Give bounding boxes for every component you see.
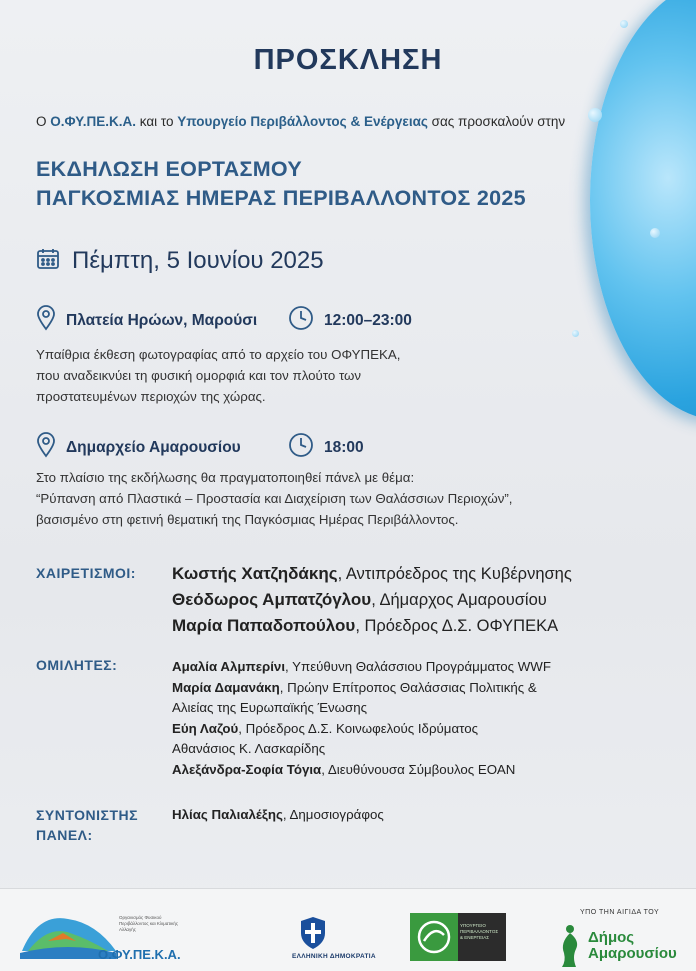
venue2-row: [36, 432, 364, 463]
page-title: ΠΡΟΣΚΛΗΣΗ: [253, 44, 443, 76]
venue1-description: [36, 344, 596, 407]
invite-prefix: Ο: [36, 114, 51, 129]
person-role: Αθανάσιος Κ. Λασκαρίδης: [172, 741, 326, 756]
speaker-line: [172, 719, 676, 740]
venue1-row: [36, 305, 412, 336]
event-date: Πέμπτη, 5 Ιουνίου 2025: [72, 247, 324, 274]
person-name: Θεόδωρος Αμπατζόγλου: [172, 590, 372, 609]
invitation-line: [36, 114, 636, 129]
person-name: Μαρία Παπαδοπούλου: [172, 616, 356, 635]
person-name: Ηλίας Παλιαλέξης: [172, 807, 283, 822]
person-role: Αλιείας της Ευρωπαϊκής Ένωσης: [172, 700, 368, 715]
person-role: , Πρόεδρος Δ.Σ. ΟΦΥΠΕΚΑ: [355, 617, 559, 635]
greetings-section: [36, 561, 676, 639]
speakers-label: ΟΜΙΛΗΤΕΣ:: [36, 657, 118, 673]
ofypeka-name: Ο.ΦΥ.ΠΕ.Κ.Α.: [98, 947, 181, 962]
person-name: Κωστής Χατζηδάκης: [172, 564, 338, 583]
moderator-section: [36, 805, 676, 845]
clock-icon: [288, 305, 314, 336]
greeting-person: [172, 561, 676, 587]
venue1-time: 12:00–23:00: [324, 311, 412, 329]
moderator-label-line1: ΣΥΝΤΟΝΙΣΤΗΣ: [36, 807, 139, 823]
moderator-label: [36, 805, 172, 845]
venue1-desc-line: που αναδεικνύει τη φυσική ομορφιά και τον πλούτο των: [36, 368, 362, 383]
clock-icon: [288, 432, 314, 463]
event-title: [36, 155, 526, 213]
person-role: , Πρόεδρος Δ.Σ. Κοινωφελούς Ιδρύματος: [238, 720, 479, 736]
ministry-label: ΥΠΟΥΡΓΕΙΟ ΠΕΡΙΒΑΛΛΟΝΤΟΣ & ΕΝΕΡΓΕΙΑΣ: [460, 923, 499, 940]
person-role: , Αντιπρόεδρος της Κυβέρνησης: [337, 565, 572, 583]
date-row: [36, 247, 324, 275]
person-name: Εύη Λαζού: [172, 720, 239, 736]
greetings-label: ΧΑΙΡΕΤΙΣΜΟΙ:: [36, 565, 136, 581]
greek-republic-label: ΕΛΛΗΝΙΚΗ ΔΗΜΟΚΡΑΤΙΑ: [292, 953, 376, 960]
venue1-desc-line: Υπαίθρια έκθεση φωτογραφίας από το αρχείο του ΟΦΥΠΕΚΑ,: [36, 347, 401, 362]
greeting-person: [172, 613, 676, 639]
municipality-figure-logo: [556, 923, 584, 971]
venue2-description: [36, 467, 636, 530]
venue2-place: Δημαρχείο Αμαρουσίου: [66, 438, 241, 456]
speaker-line: [172, 739, 676, 760]
municipality-name: [588, 930, 677, 962]
invite-org: Ο.ΦΥ.ΠΕ.Κ.Α.: [50, 114, 136, 129]
person-role: , Υπεύθυνη Θαλάσσιου Προγράμματος WWF: [285, 659, 551, 674]
speaker-line: [172, 760, 676, 781]
invite-mid: και το: [136, 114, 178, 129]
speaker-line: [172, 657, 676, 678]
municipality-name-line2: Αμαρουσίου: [588, 945, 677, 962]
speaker-line: [172, 698, 676, 719]
venue1-desc-line: προστατευμένων περιοχών της χώρας.: [36, 389, 266, 404]
aegis-label: ΥΠΟ ΤΗΝ ΑΙΓΙΔΑ ΤΟΥ: [580, 909, 660, 916]
person-name: Αλεξάνδρα-Σοφία Τόγια: [172, 761, 322, 777]
moderator-label-line2: ΠΑΝΕΛ:: [36, 827, 93, 843]
person-name: Αμαλία Αλμπερίνι: [172, 659, 286, 674]
calendar-icon: [36, 247, 60, 275]
speaker-line: [172, 678, 676, 699]
greek-coat-of-arms-logo: [298, 915, 328, 955]
venue2-time: 18:00: [324, 438, 364, 456]
footer-logos: [0, 888, 696, 971]
event-title-line1: ΕΚΔΗΛΩΣΗ ΕΟΡΤΑΣΜΟΥ: [36, 157, 302, 181]
person-role: , Δημοσιογράφος: [282, 807, 384, 822]
location-pin-icon: [36, 432, 56, 463]
venue2-desc-line: Στο πλαίσιο της εκδήλωσης θα πραγματοποιηθεί πάνελ με θέμα:: [36, 470, 415, 485]
venue1-place: Πλατεία Ηρώων, Μαρούσι: [66, 311, 258, 329]
venue2-desc-line: βασισμένο στη φετινή θεματική της Παγκόσμιας Ημέρας Περιβάλλοντος.: [36, 512, 459, 527]
person-role: , Πρώην Επίτροπος Θαλάσσιας Πολιτικής &: [279, 679, 537, 695]
location-pin-icon: [36, 305, 56, 336]
municipality-name-line1: Δήμος: [588, 929, 635, 946]
person-role: , Δήμαρχος Αμαρουσίου: [371, 591, 547, 609]
event-title-line2: ΠΑΓΚΟΣΜΙΑΣ ΗΜΕΡΑΣ ΠΕΡΙΒΑΛΛΟΝΤΟΣ 2025: [36, 186, 526, 210]
invite-suffix: σας προσκαλούν στην: [427, 114, 566, 129]
ofypeka-subtitle: Οργανισμός Φυσικού Περιβάλλοντος και Κλιματικής Αλλαγής: [119, 915, 179, 932]
venue2-desc-line: “Ρύπανση από Πλαστικά – Προστασία και Διαχείριση των Θαλάσσιων Περιοχών”,: [36, 491, 513, 506]
greeting-person: [172, 587, 676, 613]
moderator-line: [172, 805, 676, 826]
person-name: Μαρία Δαμανάκη: [172, 679, 280, 695]
speakers-section: [36, 657, 676, 780]
person-role: , Διευθύνουσα Σύμβουλος ΕΟΑΝ: [321, 761, 516, 777]
invite-ministry: Υπουργείο Περιβάλλοντος & Ενέργειας: [177, 114, 428, 129]
